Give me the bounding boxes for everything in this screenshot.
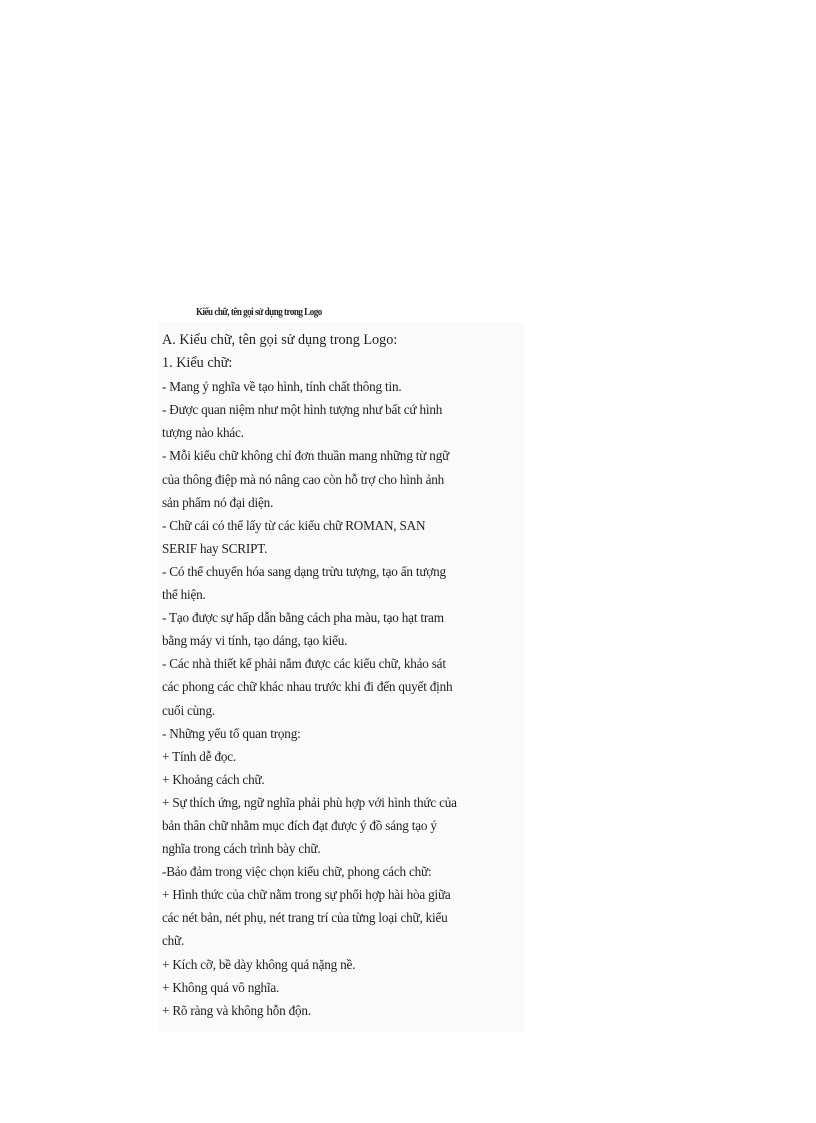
text-line: + Sự thích ứng, ngữ nghĩa phải phù hợp với hình thức của <box>162 794 457 810</box>
text-line: + Hình thức của chữ nằm trong sự phối hợp hài hòa giữa <box>162 887 451 903</box>
text-line: tượng nào khác. <box>162 425 244 441</box>
text-line: - Chữ cái có thể lấy từ các kiểu chữ ROMAN, SAN <box>162 517 426 533</box>
text-line: các nét bản, nét phụ, nét trang trí của từng loại chữ, kiểu <box>162 910 448 926</box>
text-line: cuối cùng. <box>162 702 215 718</box>
section-heading: A. Kiểu chữ, tên gọi sử dụng trong Logo: <box>162 332 398 348</box>
text-line: bản thân chữ nhằm mục đích đạt được ý đồ sáng tạo ý <box>162 817 437 833</box>
text-line: + Rõ ràng và không hỗn độn. <box>162 1002 311 1018</box>
subsection-heading: 1. Kiểu chữ: <box>162 355 233 372</box>
text-line: + Kích cỡ, bề dày không quá nặng nề. <box>162 956 356 972</box>
text-line: của thông điệp mà nó nâng cao còn hỗ trợ cho hình ảnh <box>162 471 445 487</box>
text-line: - Những yếu tố quan trọng: <box>162 725 301 741</box>
text-line: + Khoảng cách chữ. <box>162 771 265 787</box>
text-line: thể hiện. <box>162 587 206 603</box>
text-line: các phong các chữ khác nhau trước khi đi đến quyết định <box>162 679 453 695</box>
text-line: + Tính dễ đọc. <box>162 748 236 764</box>
text-line: -Bảo đảm trong việc chọn kiểu chữ, phong cách chữ: <box>162 864 432 880</box>
text-line: + Không quá vô nghĩa. <box>162 979 280 995</box>
text-line: nghĩa trong cách trình bày chữ. <box>162 841 321 857</box>
text-line: - Được quan niệm như một hình tượng như bất cứ hình <box>162 402 443 418</box>
text-line: sản phẩm nó đại diện. <box>162 494 274 510</box>
image-caption: Kiểu chữ, tên gọi sử dụng trong Logo <box>196 306 322 318</box>
text-line: - Tạo được sự hấp dẫn bằng cách pha màu, tạo hạt tram <box>162 610 444 626</box>
document-body <box>162 329 518 1022</box>
text-line: - Mỗi kiểu chữ không chỉ đơn thuần mang những từ ngữ <box>162 448 450 464</box>
text-line: - Có thể chuyển hóa sang dạng trừu tượng, tạo ấn tượng <box>162 563 446 579</box>
text-line: chữ. <box>162 933 185 949</box>
text-line: - Các nhà thiết kế phải nắm được các kiểu chữ, khảo sát <box>162 656 446 672</box>
text-line: - Mang ý nghĩa về tạo hình, tính chất thông tin. <box>162 379 402 395</box>
text-line: SERIF hay SCRIPT. <box>162 540 268 556</box>
text-line: bằng máy vi tính, tạo dáng, tạo kiểu. <box>162 633 348 649</box>
